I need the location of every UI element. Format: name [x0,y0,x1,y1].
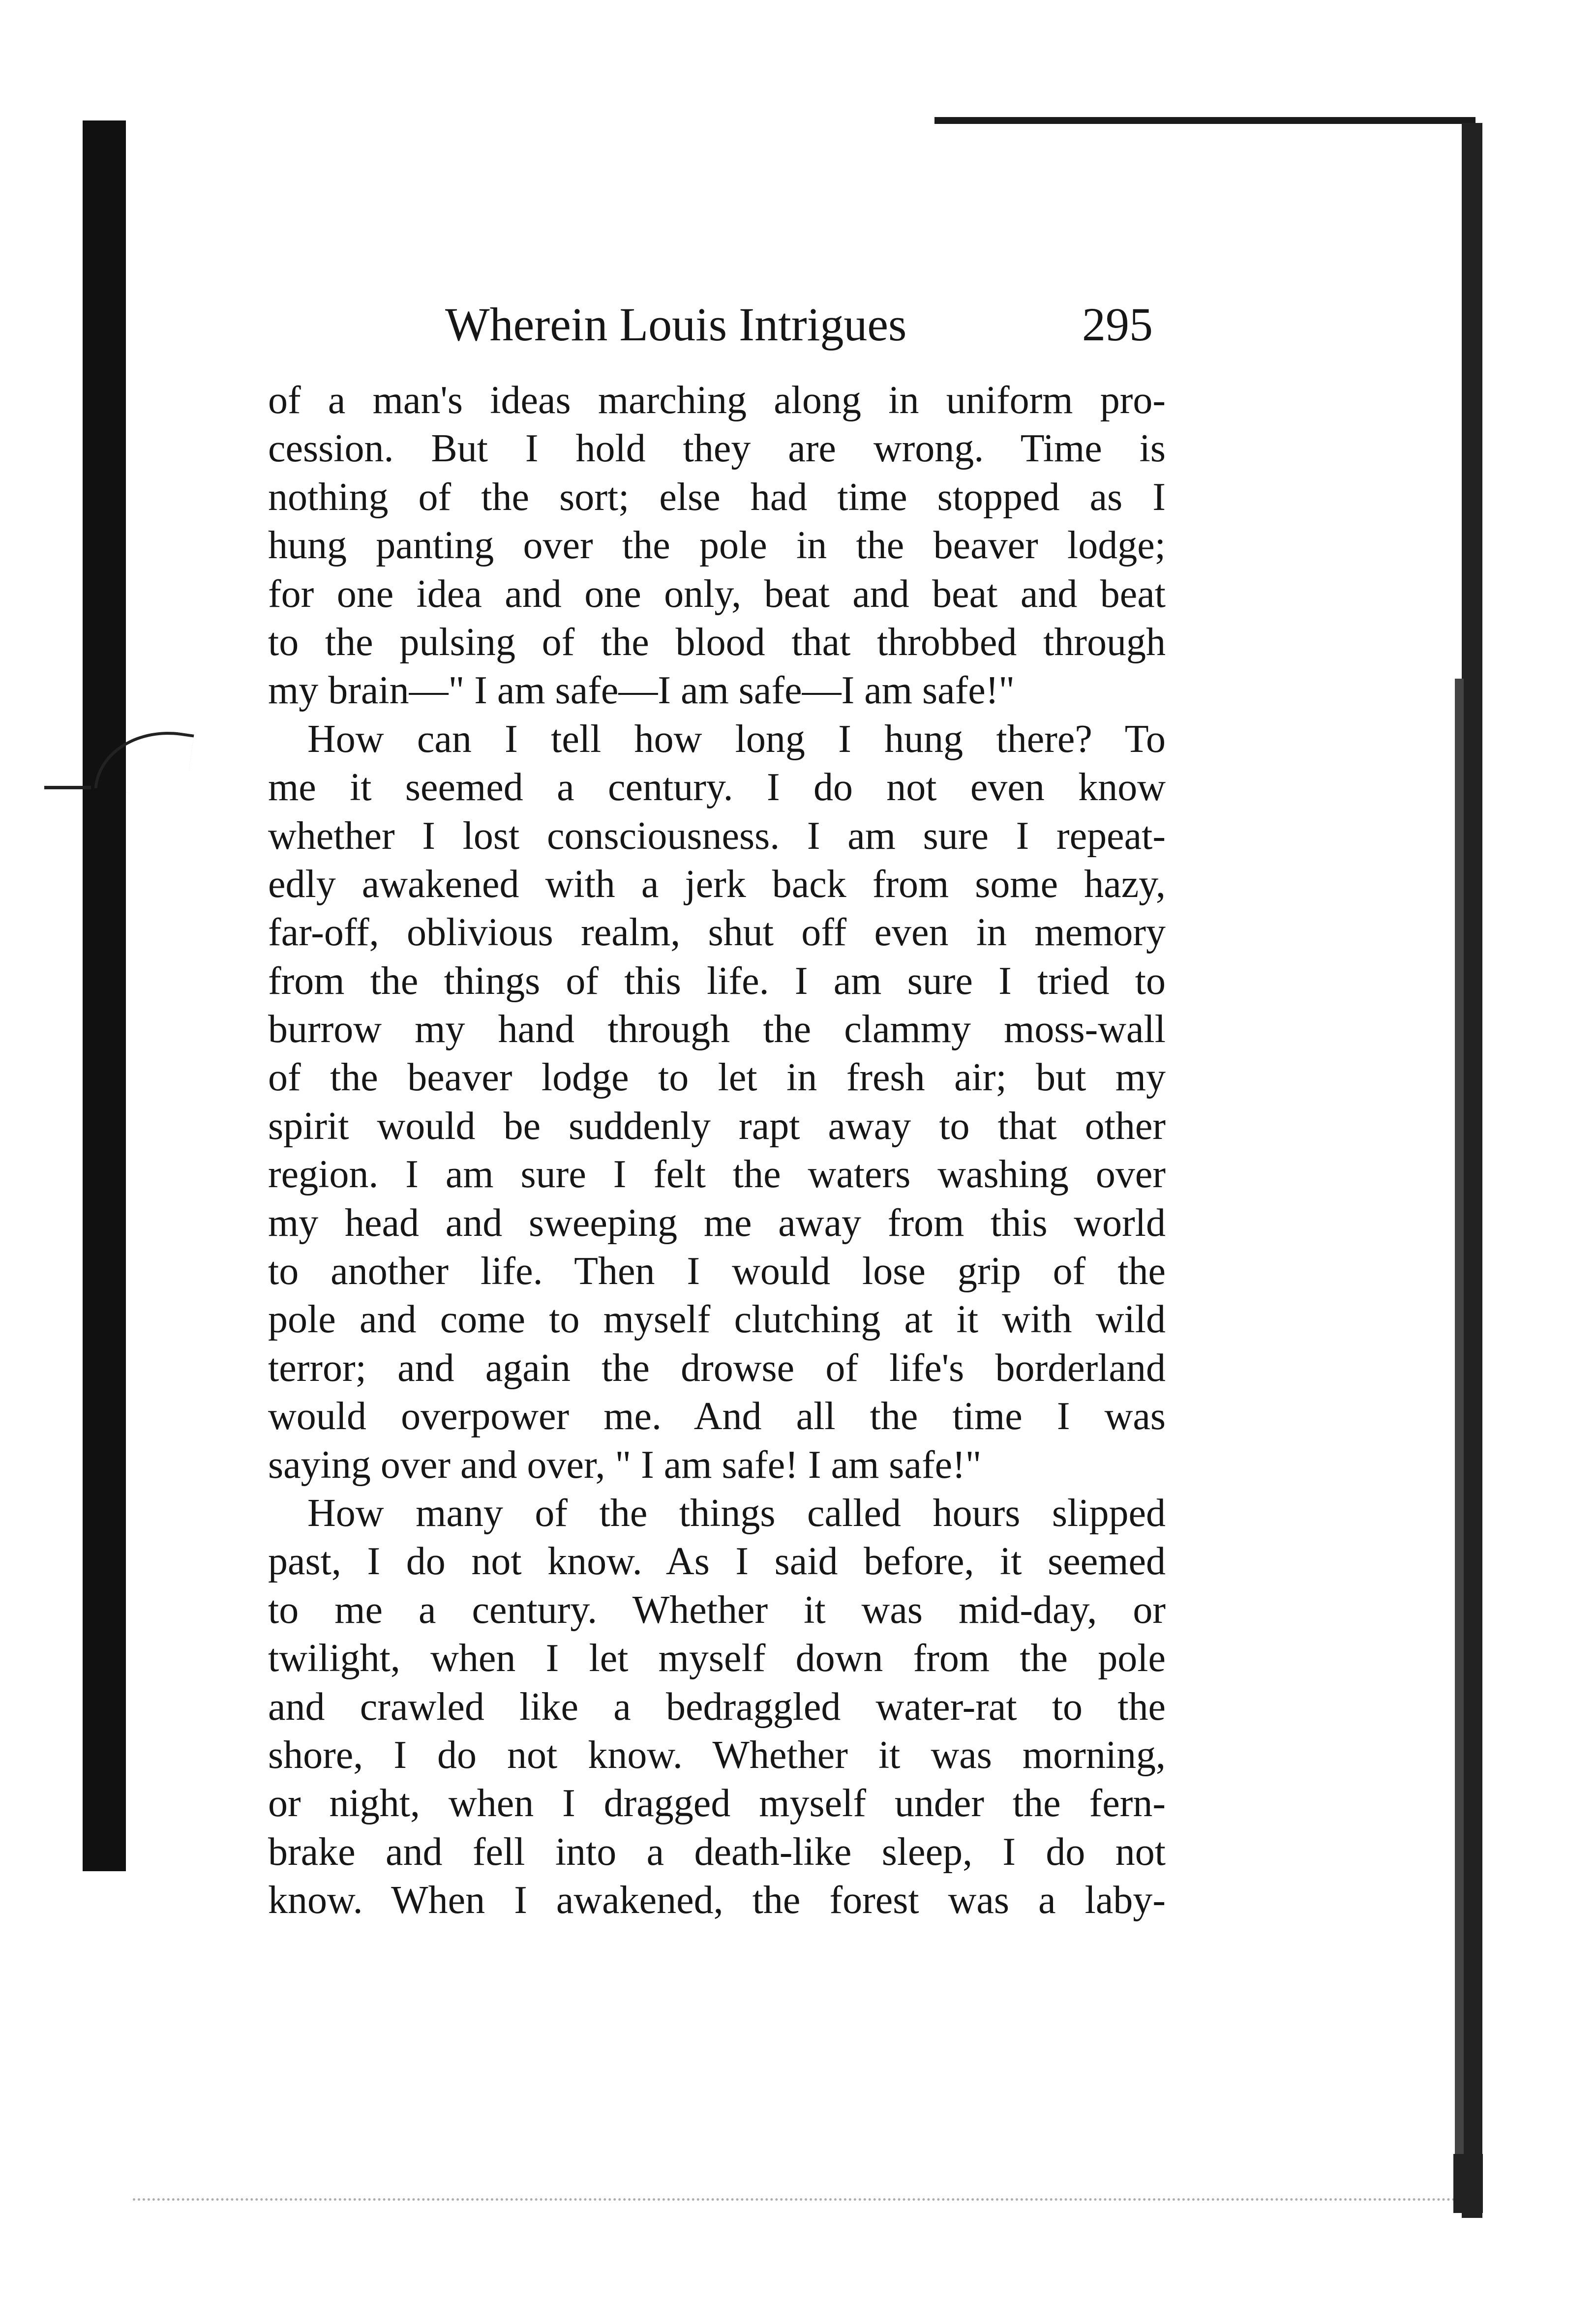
text-line: my head and sweeping me away from this world [268,1201,1166,1245]
page-number: 295 [1082,298,1153,351]
text-line: region. I am sure I felt the waters washing over [268,1153,1166,1196]
text-line: past, I do not know. As I said before, it seemed [268,1540,1166,1584]
running-title: Wherein Louis Intrigues [445,298,907,351]
scan-margin-mark [44,786,91,789]
text-line: of the beaver lodge to let in fresh air; but my [268,1056,1166,1100]
text-line: How many of the things called hours slipped [307,1491,1166,1535]
text-line: How can I tell how long I hung there? To [307,717,1166,761]
scan-border-right [1462,123,1482,2218]
text-line: and crawled like a bedraggled water-rat to the [268,1685,1166,1729]
text-line: edly awakened with a jerk back from some hazy, [268,862,1166,906]
text-line: me it seemed a century. I do not even know [268,766,1166,809]
text-line: would overpower me. And all the time I was [268,1395,1166,1438]
text-line: know. When I awakened, the forest was a laby- [268,1879,1166,1922]
scan-border-right-inner [1455,679,1464,2154]
text-line: to the pulsing of the blood that throbbed through [268,620,1166,664]
text-line: hung panting over the pole in the beaver lodge; [268,524,1166,568]
text-line: for one idea and one only, beat and beat and beat [268,572,1166,616]
text-line: terror; and again the drowse of life's borderland [268,1346,1166,1390]
running-head [0,290,1596,359]
text-line: pole and come to myself clutching at it with wild [268,1298,1166,1342]
text-line: burrow my hand through the clammy moss-wall [268,1008,1166,1051]
text-line: brake and fell into a death-like sleep, I do not [268,1830,1166,1874]
text-line: to me a century. Whether it was mid-day, or [268,1588,1166,1632]
text-line: or night, when I dragged myself under the fern- [268,1782,1166,1825]
scan-bottom-block [1453,2154,1483,2213]
scan-bottom-noise [133,2179,1471,2201]
text-line: of a man's ideas marching along in uniform pro- [268,379,1166,422]
body-text [268,376,1166,1925]
scan-border-left [83,120,126,1871]
text-line: far-off, oblivious realm, shut off even in memory [268,911,1166,955]
text-line: saying over and over, " I am safe! I am safe!" [268,1443,982,1487]
text-line: from the things of this life. I am sure I tried to [268,959,1166,1003]
scan-border-top [934,117,1476,124]
text-line: twilight, when I let myself down from the pole [268,1637,1166,1680]
text-line: nothing of the sort; else had time stopped as I [268,475,1166,519]
text-line: to another life. Then I would lose grip of the [268,1250,1166,1293]
text-line: spirit would be suddenly rapt away to that other [268,1104,1166,1148]
text-line: shore, I do not know. Whether it was morning, [268,1733,1166,1777]
text-line: whether I lost consciousness. I am sure I repeat- [268,814,1166,858]
text-line: cession. But I hold they are wrong. Time is [268,427,1166,471]
text-line: my brain—" I am safe—I am safe—I am safe!" [268,669,1015,713]
